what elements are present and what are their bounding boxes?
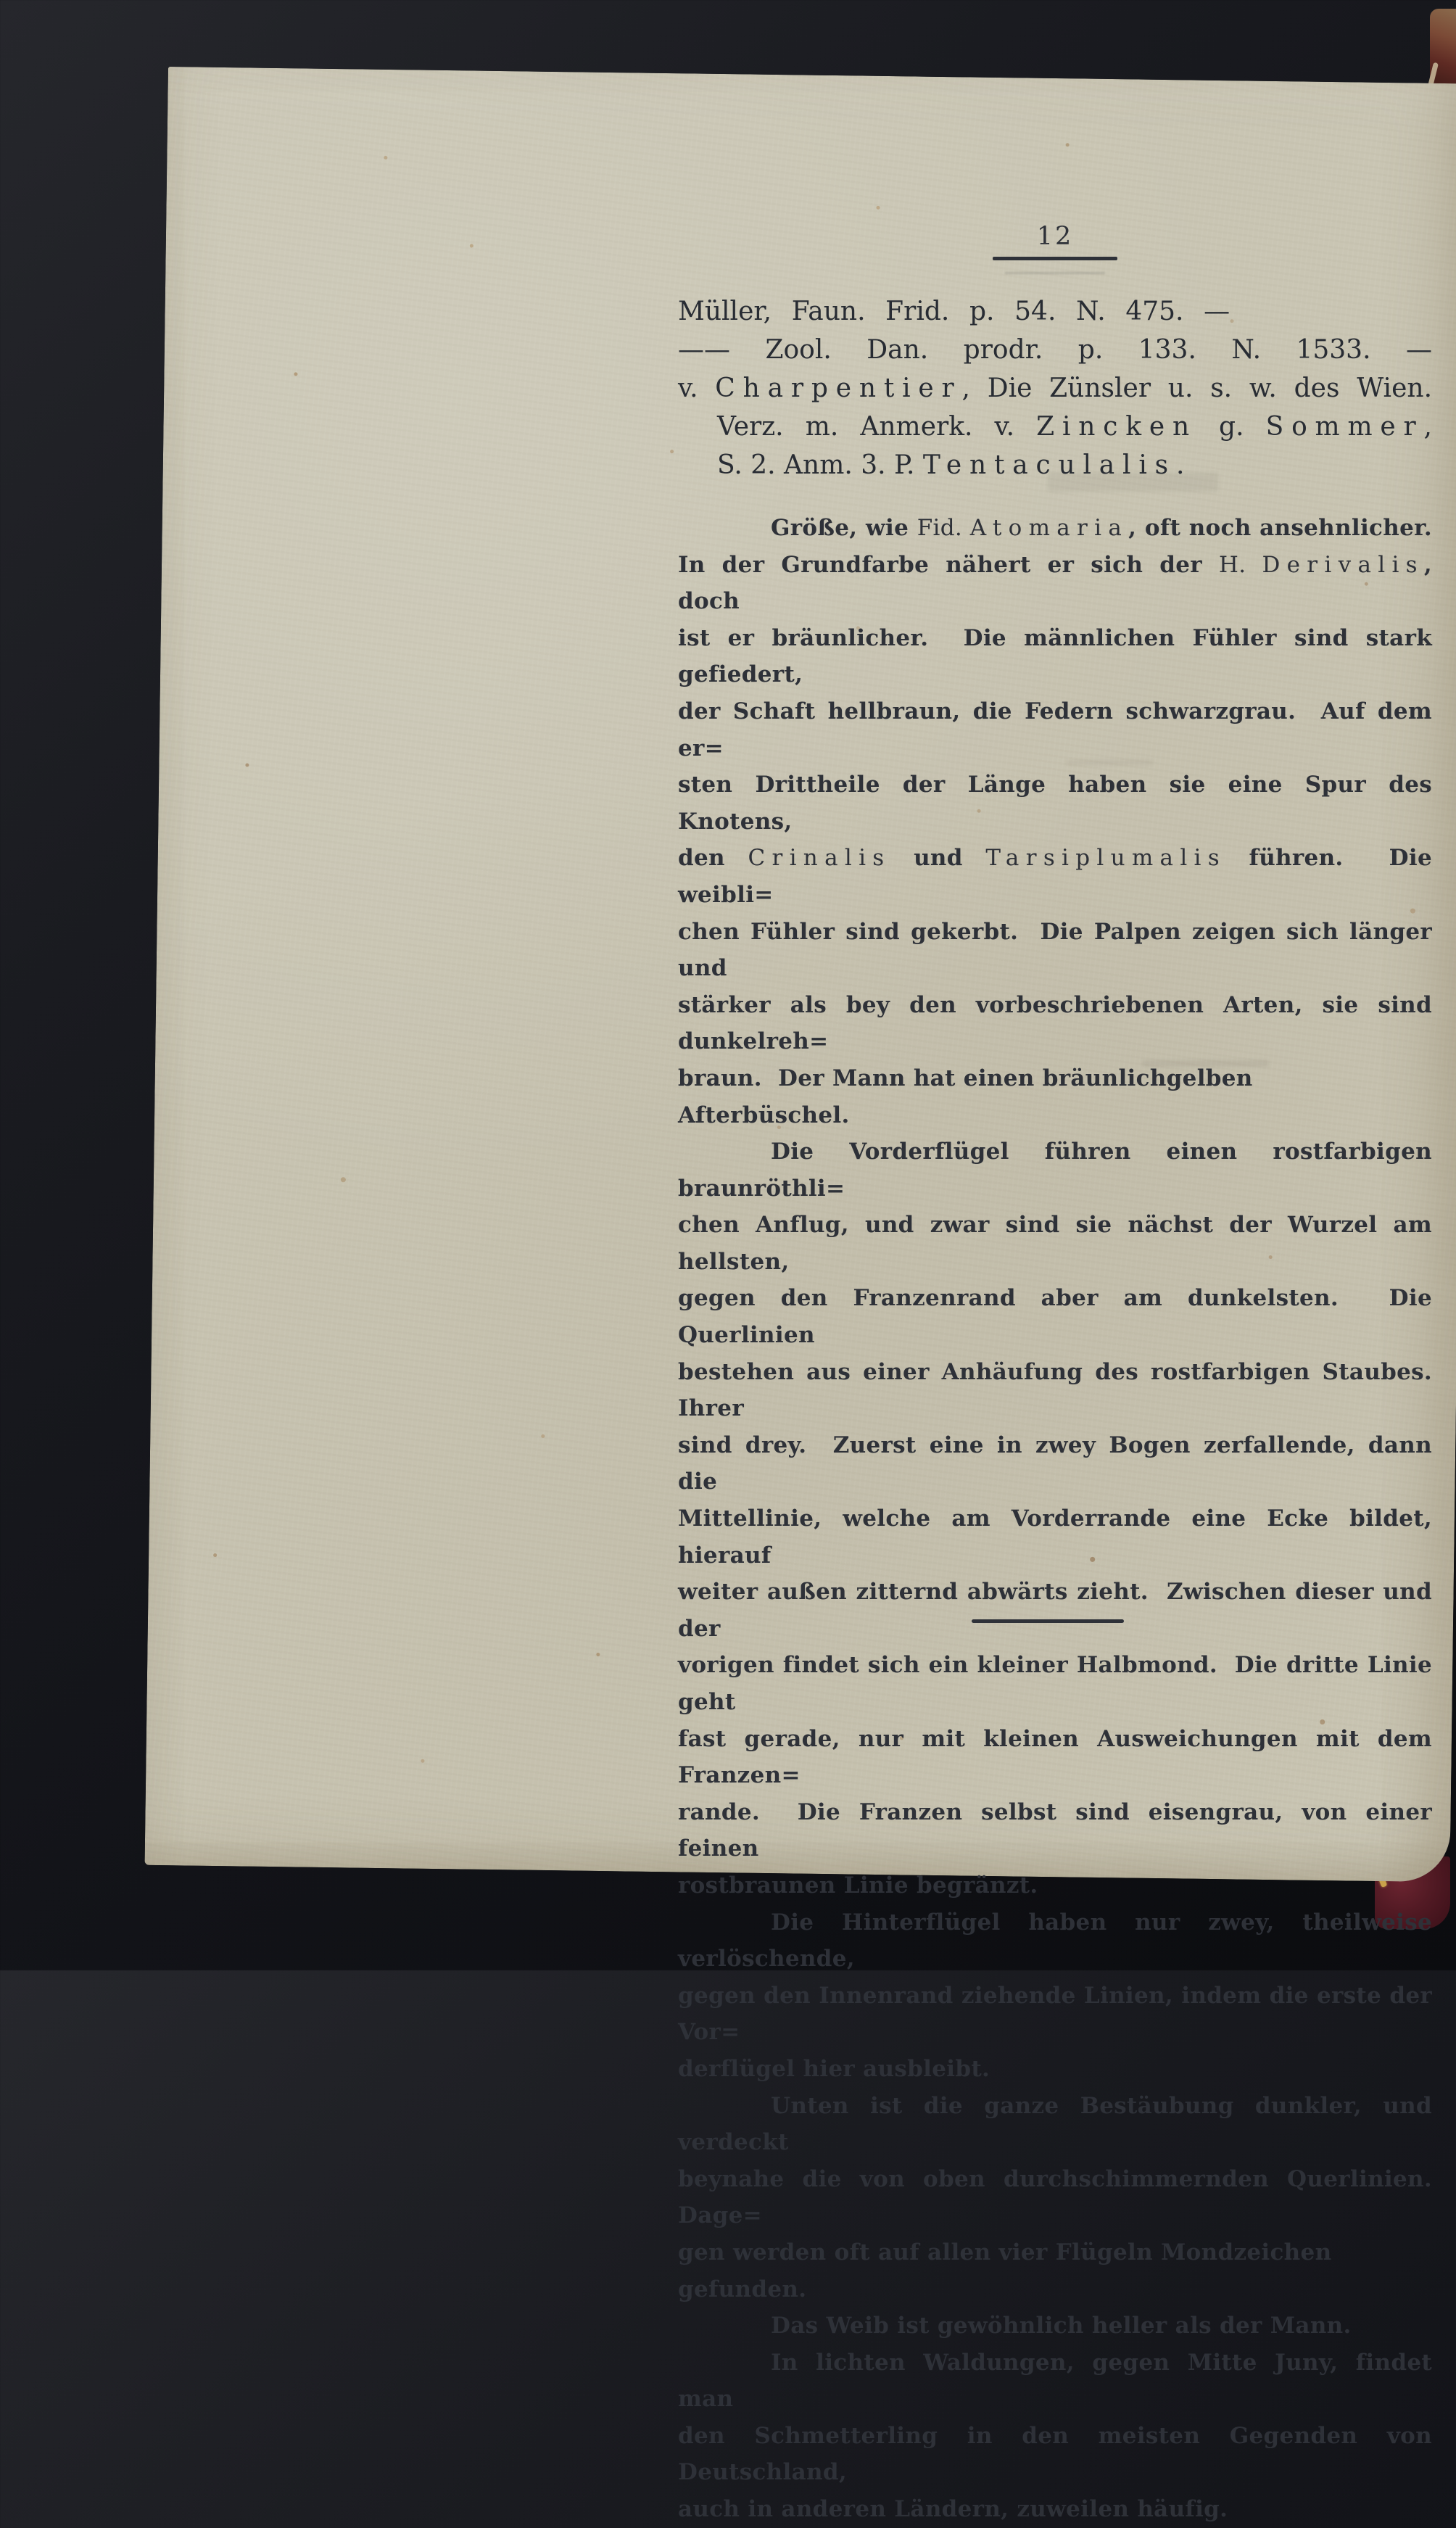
text-line <box>678 914 1441 987</box>
text-line <box>678 2345 1441 2418</box>
text-segment: . <box>1175 450 1185 480</box>
page-header <box>678 222 1432 274</box>
text-line <box>678 446 1432 484</box>
text-segment: , Die Zünsler u. s. w. des Wien. <box>961 373 1433 403</box>
text-segment: Zincken <box>1036 412 1197 442</box>
paragraph <box>678 2308 1432 2345</box>
text-segment: Tentaculalis <box>922 450 1176 480</box>
paragraph <box>678 2088 1449 2308</box>
paragraph <box>678 1133 1449 1904</box>
text-segment: chen Fühler sind gekerbt. Die Palpen zeigen sich länger und <box>678 918 1441 982</box>
text-segment: , oft noch ansehnlicher. <box>1128 515 1433 541</box>
text-segment: v. <box>678 373 716 403</box>
text-line <box>678 1500 1441 1574</box>
text-segment: Crinalis <box>748 845 891 872</box>
text-line <box>678 510 1432 547</box>
text-segment: Tarsiplumalis <box>985 845 1226 872</box>
text-segment: Das Weib ist gewöhnlich heller als der Mann. <box>771 2313 1352 2339</box>
text-segment: braun. Der Mann hat einen bräunlichgelben Afterbüschel. <box>678 1065 1261 1128</box>
text-segment: weiter außen zitternd abwärts zieht. Zwischen dieser und der <box>678 1579 1441 1642</box>
text-segment: gegen den Innenrand ziehende Linien, indem die erste der Vor= <box>678 1982 1441 2046</box>
book-edge-top-right <box>1430 9 1456 90</box>
text-segment: Mittellinie, welche am Vorderrande eine Ecke bildet, hierauf <box>678 1505 1441 1569</box>
text-segment: rande. Die Franzen selbst sind eisengrau, von einer feinen <box>678 1798 1441 1862</box>
paragraph <box>678 2345 1441 2528</box>
text-line <box>678 2161 1449 2234</box>
text-segment: Die Hinterflügel haben nur zwey, theilweise verlöschende, <box>678 1909 1441 1973</box>
text-segment: sind drey. Zuerst eine in zwey Bogen zerfallende, dann die <box>678 1432 1441 1495</box>
text-segment: und <box>890 845 986 872</box>
text-segment: fast gerade, nur mit kleinen Ausweichungen mit dem Franzen= <box>678 1725 1441 1789</box>
text-segment: chen Anflug, und zwar sind sie nächst der Wurzel am hellsten, <box>678 1212 1441 1275</box>
text-line <box>678 2418 1441 2491</box>
text-line <box>678 1133 1441 1207</box>
text-line <box>678 1354 1449 1427</box>
text-line <box>678 1721 1441 1794</box>
text-segment: Sommer <box>1265 412 1424 442</box>
section-end-rule <box>972 1619 1124 1623</box>
text-segment: Derivalis <box>1262 551 1424 578</box>
text-line <box>678 1794 1441 1867</box>
text-line <box>678 767 1441 840</box>
page-number-rule <box>993 257 1117 260</box>
text-segment: führen. Die weibli= <box>678 845 1441 908</box>
text-line <box>678 693 1441 767</box>
paragraph <box>678 510 1441 1133</box>
text-segment: g. <box>1196 412 1266 442</box>
text-line <box>678 840 1441 913</box>
text-segment: , <box>1423 412 1432 442</box>
page-number: 12 <box>1036 222 1074 251</box>
text-line <box>678 1427 1441 1500</box>
paper-speckles <box>168 67 170 69</box>
text-line <box>678 547 1441 620</box>
text-line <box>678 2308 1432 2345</box>
text-segment: bestehen aus einer Anhäufung des rostfarbigen Staubes. Ihrer <box>678 1358 1449 1422</box>
text-line <box>678 1060 1432 1133</box>
text-segment: Unten ist die ganze Bestäubung dunkler, und verdeckt <box>678 2092 1441 2156</box>
text-segment: sten Drittheile der Länge haben sie eine Spur des Knotens, <box>678 772 1441 835</box>
body-text <box>678 510 1449 2528</box>
citation-block <box>678 292 1432 484</box>
text-segment: In der Grundfarbe nähert er sich der <box>678 551 1219 578</box>
text-segment: den <box>678 845 748 872</box>
text-line <box>678 620 1441 693</box>
text-line <box>678 331 1432 369</box>
text-segment: Charpentier <box>715 373 962 403</box>
page-number-ghost-rule <box>1005 272 1105 274</box>
text-segment: vorigen findet sich ein kleiner Halbmond. Die dritte Linie geht <box>678 1652 1441 1715</box>
text-line <box>678 987 1441 1060</box>
text-segment: auch in anderen Ländern, zuweilen häufig. <box>678 2496 1228 2523</box>
text-segment: H. <box>1218 551 1262 578</box>
text-segment: In lichten Waldungen, gegen Mitte Juny, findet man <box>678 2349 1441 2413</box>
text-segment: gen werden oft auf allen vier Flügeln Mondzeichen gefunden. <box>678 2239 1340 2302</box>
text-line <box>678 369 1432 408</box>
text-segment: derflügel hier ausbleibt. <box>678 2055 990 2082</box>
text-segment: Größe, wie <box>771 515 917 541</box>
text-segment: rostbraunen Linie begränzt. <box>678 1872 1038 1899</box>
text-line <box>678 1867 1432 1904</box>
text-line <box>678 1280 1441 1353</box>
text-segment: Die Vorderflügel führen einen rostfarbigen braunröthli= <box>678 1139 1441 1202</box>
text-line <box>678 1904 1441 1978</box>
text-segment: , doch <box>678 551 1441 615</box>
text-segment: Atomaria <box>969 515 1129 541</box>
text-line <box>678 1207 1441 1280</box>
text-line <box>678 1647 1441 1720</box>
text-line <box>678 2051 1432 2088</box>
text-line <box>678 2088 1441 2161</box>
text-line <box>678 1978 1441 2051</box>
text-segment: beynahe die von oben durchschimmernden Querlinien. Dage= <box>678 2165 1449 2229</box>
text-segment: Fid. <box>917 515 970 541</box>
text-segment: den Schmetterling in den meisten Gegenden von Deutschland, <box>678 2422 1441 2486</box>
paragraph <box>678 1904 1441 2088</box>
text-segment: gegen den Franzenrand aber am dunkelsten. Die Querlinien <box>678 1285 1441 1349</box>
text-line <box>678 1574 1441 1647</box>
text-segment: der Schaft hellbraun, die Federn schwarzgrau. Auf dem er= <box>678 698 1441 761</box>
text-segment: S. 2. Anm. 3. P. <box>717 450 923 480</box>
text-segment: stärker als bey den vorbeschriebenen Arten, sie sind dunkelreh= <box>678 991 1441 1055</box>
text-segment: Müller, Faun. Frid. p. 54. N. 475. — <box>678 297 1230 326</box>
text-segment: —— Zool. Dan. prodr. p. 133. N. 1533. — <box>678 335 1432 365</box>
text-line <box>678 2491 1432 2528</box>
text-line <box>678 2234 1432 2308</box>
text-line <box>678 292 1432 331</box>
text-segment: Verz. m. Anmerk. v. <box>717 412 1037 442</box>
text-column <box>678 0 1449 2523</box>
text-line <box>678 408 1432 446</box>
text-segment: ist er bräunlicher. Die männlichen Fühler sind stark gefiedert, <box>678 624 1441 688</box>
